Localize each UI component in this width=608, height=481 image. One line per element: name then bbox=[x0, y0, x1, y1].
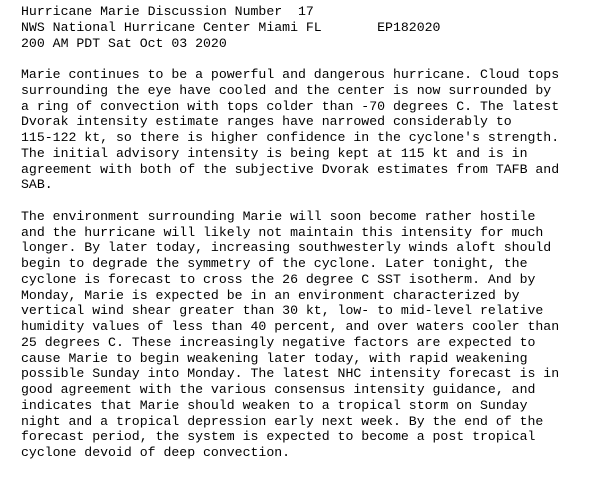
issue-time: 200 AM PDT Sat Oct 03 2020 bbox=[21, 35, 227, 51]
document-header bbox=[21, 4, 601, 51]
spacer bbox=[21, 193, 601, 209]
text-line: The initial advisory intensity is being kept at 115 kt and is in bbox=[21, 145, 528, 161]
discussion-document bbox=[21, 4, 601, 461]
text-line: forecast period, the system is expected to become a post tropical bbox=[21, 429, 536, 445]
text-line: longer. By later today, increasing southwesterly winds aloft should bbox=[21, 240, 552, 256]
spacer bbox=[21, 51, 601, 67]
text-line: SAB. bbox=[21, 177, 53, 193]
text-line: Dvorak intensity estimate ranges have narrowed considerably to bbox=[21, 114, 512, 130]
text-line: and the hurricane will likely not maintain this intensity for much bbox=[21, 224, 544, 240]
text-line: agreement with both of the subjective Dvorak estimates from TAFB and bbox=[21, 161, 560, 177]
text-line: cyclone is forecast to cross the 26 degree C SST isotherm. And by bbox=[21, 271, 536, 287]
text-line: night and a tropical depression early next week. By the end of the bbox=[21, 413, 544, 429]
paragraph-current-intensity bbox=[21, 67, 601, 193]
issuing-office: NWS National Hurricane Center Miami FL EP182020 bbox=[21, 19, 441, 35]
text-line: indicates that Marie should weaken to a tropical storm on Sunday bbox=[21, 397, 528, 413]
paragraph-forecast-environment bbox=[21, 209, 601, 461]
text-line: The environment surrounding Marie will soon become rather hostile bbox=[21, 208, 536, 224]
text-line: begin to degrade the symmetry of the cyclone. Later tonight, the bbox=[21, 256, 528, 271]
text-line: 115-122 kt, so there is higher confidence in the cyclone's strength. bbox=[21, 130, 560, 145]
text-line: cyclone devoid of deep convection. bbox=[21, 445, 291, 460]
text-line: humidity values of less than 40 percent, and over waters cooler than bbox=[21, 319, 560, 334]
text-line: vertical wind shear greater than 30 kt, low- to mid-level relative bbox=[21, 303, 544, 319]
text-line: Monday, Marie is expected be in an environment characterized by bbox=[21, 287, 520, 303]
text-line: possible Sunday into Monday. The latest NHC intensity forecast is in bbox=[21, 366, 560, 382]
text-line: surrounding the eye have cooled and the center is now surrounded by bbox=[21, 82, 552, 98]
text-line: cause Marie to begin weakening later today, with rapid weakening bbox=[21, 350, 528, 366]
text-line: Marie continues to be a powerful and dangerous hurricane. Cloud tops bbox=[21, 67, 560, 82]
discussion-title: Hurricane Marie Discussion Number 17 bbox=[21, 4, 314, 19]
text-line: a ring of convection with tops colder than -70 degrees C. The latest bbox=[21, 98, 560, 114]
text-line: 25 degrees C. These increasingly negative factors are expected to bbox=[21, 334, 536, 350]
text-line: good agreement with the various consensus intensity guidance, and bbox=[21, 382, 536, 397]
